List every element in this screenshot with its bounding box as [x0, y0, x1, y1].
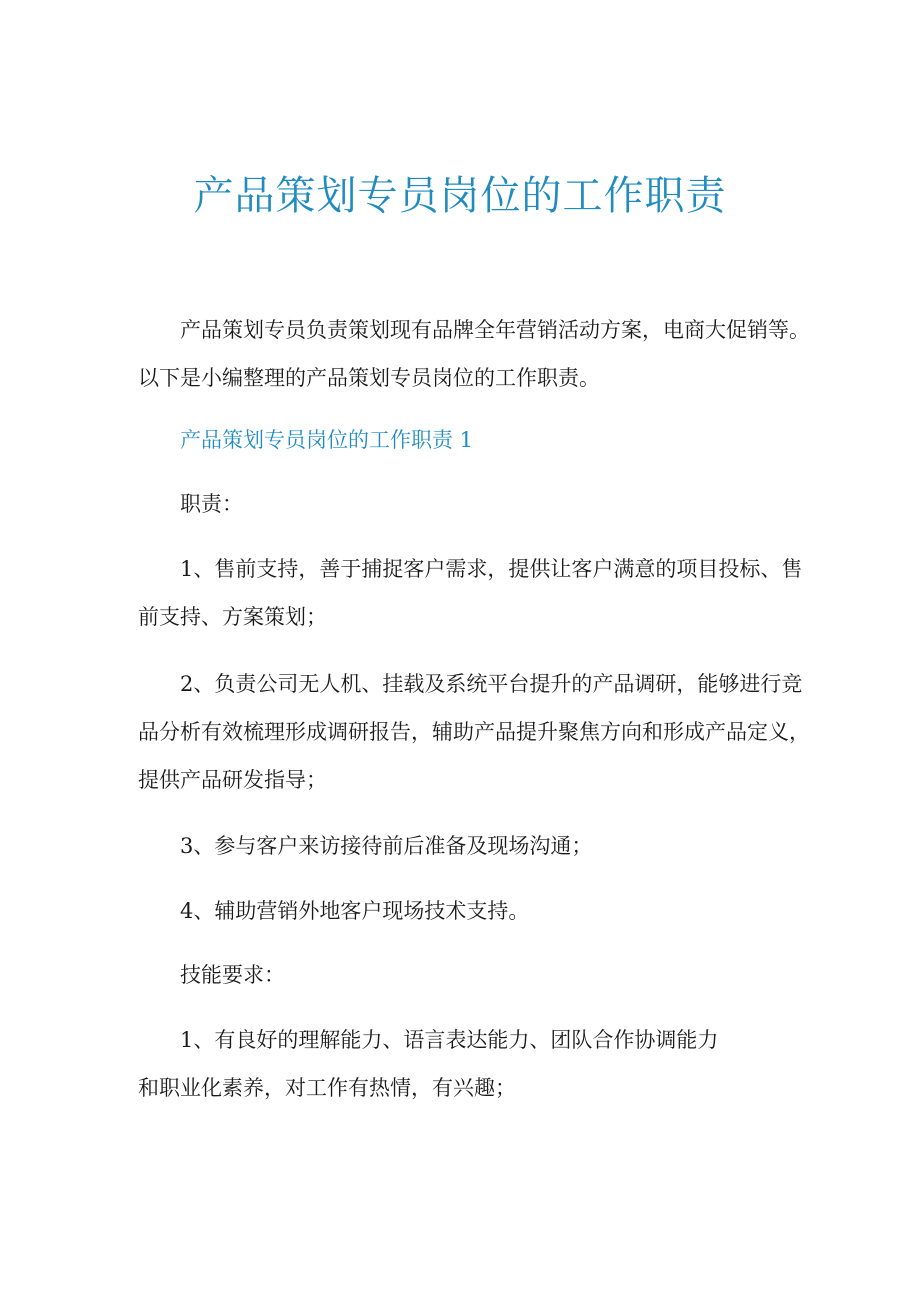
- section-heading: 产品策划专员岗位的工作职责 1: [180, 428, 474, 452]
- skill-item-line: 和职业化素养，对工作有热情，有兴趣；: [138, 1076, 516, 1100]
- skill-item-line: 1、有良好的理解能力、语言表达能力、团队合作协调能力: [180, 1028, 719, 1052]
- duty-item: 3、参与客户来访接待前后准备及现场沟通；: [180, 834, 593, 858]
- duty-item: 4、辅助营销外地客户现场技术支持。: [180, 899, 530, 923]
- duty-item: 1、售前支持，善于捕捉客户需求，提供让客户满意的项目投标、售前支持、方案策划；: [138, 557, 803, 629]
- skills-label: 技能要求：: [180, 963, 285, 987]
- duty-item: 2、负责公司无人机、挂载及系统平台提升的产品调研，能够进行竞品分析有效梳理形成调研报告，辅助产品提升聚焦方向和形成产品定义，提供产品研发指导；: [138, 672, 810, 792]
- intro-paragraph: 产品策划专员负责策划现有品牌全年营销活动方案，电商大促销等。以下是小编整理的产品策划专员岗位的工作职责。: [138, 318, 810, 390]
- document-title: 产品策划专员岗位的工作职责: [193, 173, 727, 219]
- duties-label: 职责：: [180, 492, 243, 516]
- skill-item: [138, 1016, 818, 1112]
